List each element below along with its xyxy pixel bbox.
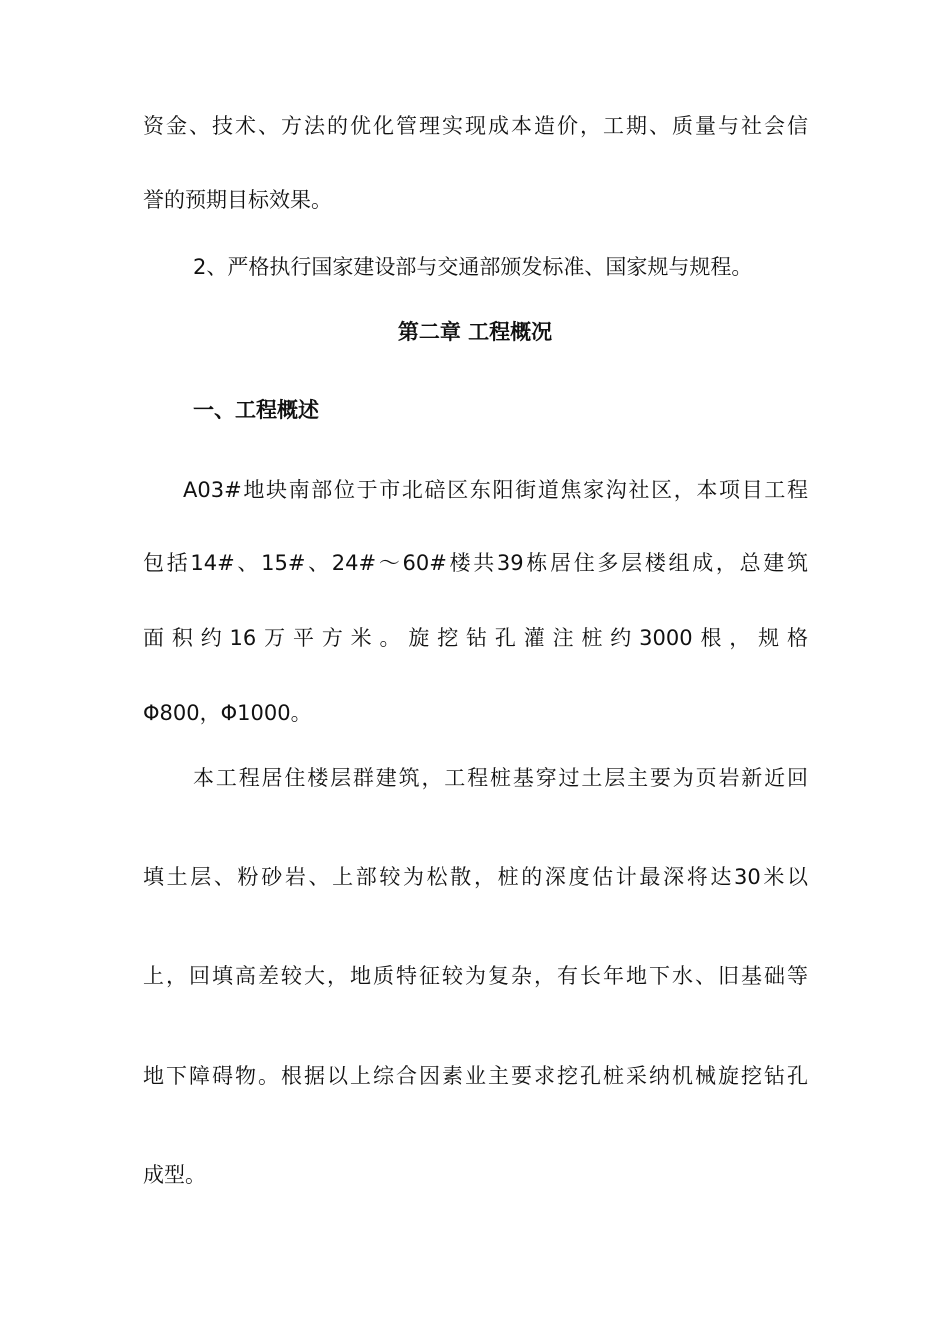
geology-line-5: 成型。 <box>143 1163 206 1187</box>
geology-line-2: 填土层、粉砂岩、上部较为松散，桩的深度估计最深将达30米以 <box>143 865 808 889</box>
intro-line-2: 誉的预期目标效果。 <box>143 188 332 212</box>
overview-line-1: A03#地块南部位于市北碚区东阳街道焦家沟社区，本项目工程 <box>183 478 808 502</box>
intro-line-1: 资金、技术、方法的优化管理实现成本造价，工期、质量与社会信 <box>143 114 808 138</box>
section-title: 一、工程概述 <box>193 398 319 422</box>
overview-line-3: 面积约16万平方米。旋挖钻孔灌注桩约3000根，规格 <box>143 626 808 650</box>
geology-line-3: 上，回填高差较大，地质特征较为复杂，有长年地下水、旧基础等 <box>143 964 808 988</box>
intro-item-2: 2、严格执行国家建设部与交通部颁发标准、国家规与规程。 <box>193 255 753 279</box>
geology-line-4: 地下障碍物。根据以上综合因素业主要求挖孔桩采纳机械旋挖钻孔 <box>143 1064 808 1088</box>
geology-line-1: 本工程居住楼层群建筑，工程桩基穿过土层主要为页岩新近回 <box>193 766 808 790</box>
overview-line-4: Φ800，Φ1000。 <box>143 701 312 725</box>
chapter-title: 第二章 工程概况 <box>397 320 553 344</box>
overview-line-2: 包括14#、15#、24#～60#楼共39栋居住多层楼组成，总建筑 <box>143 551 808 575</box>
